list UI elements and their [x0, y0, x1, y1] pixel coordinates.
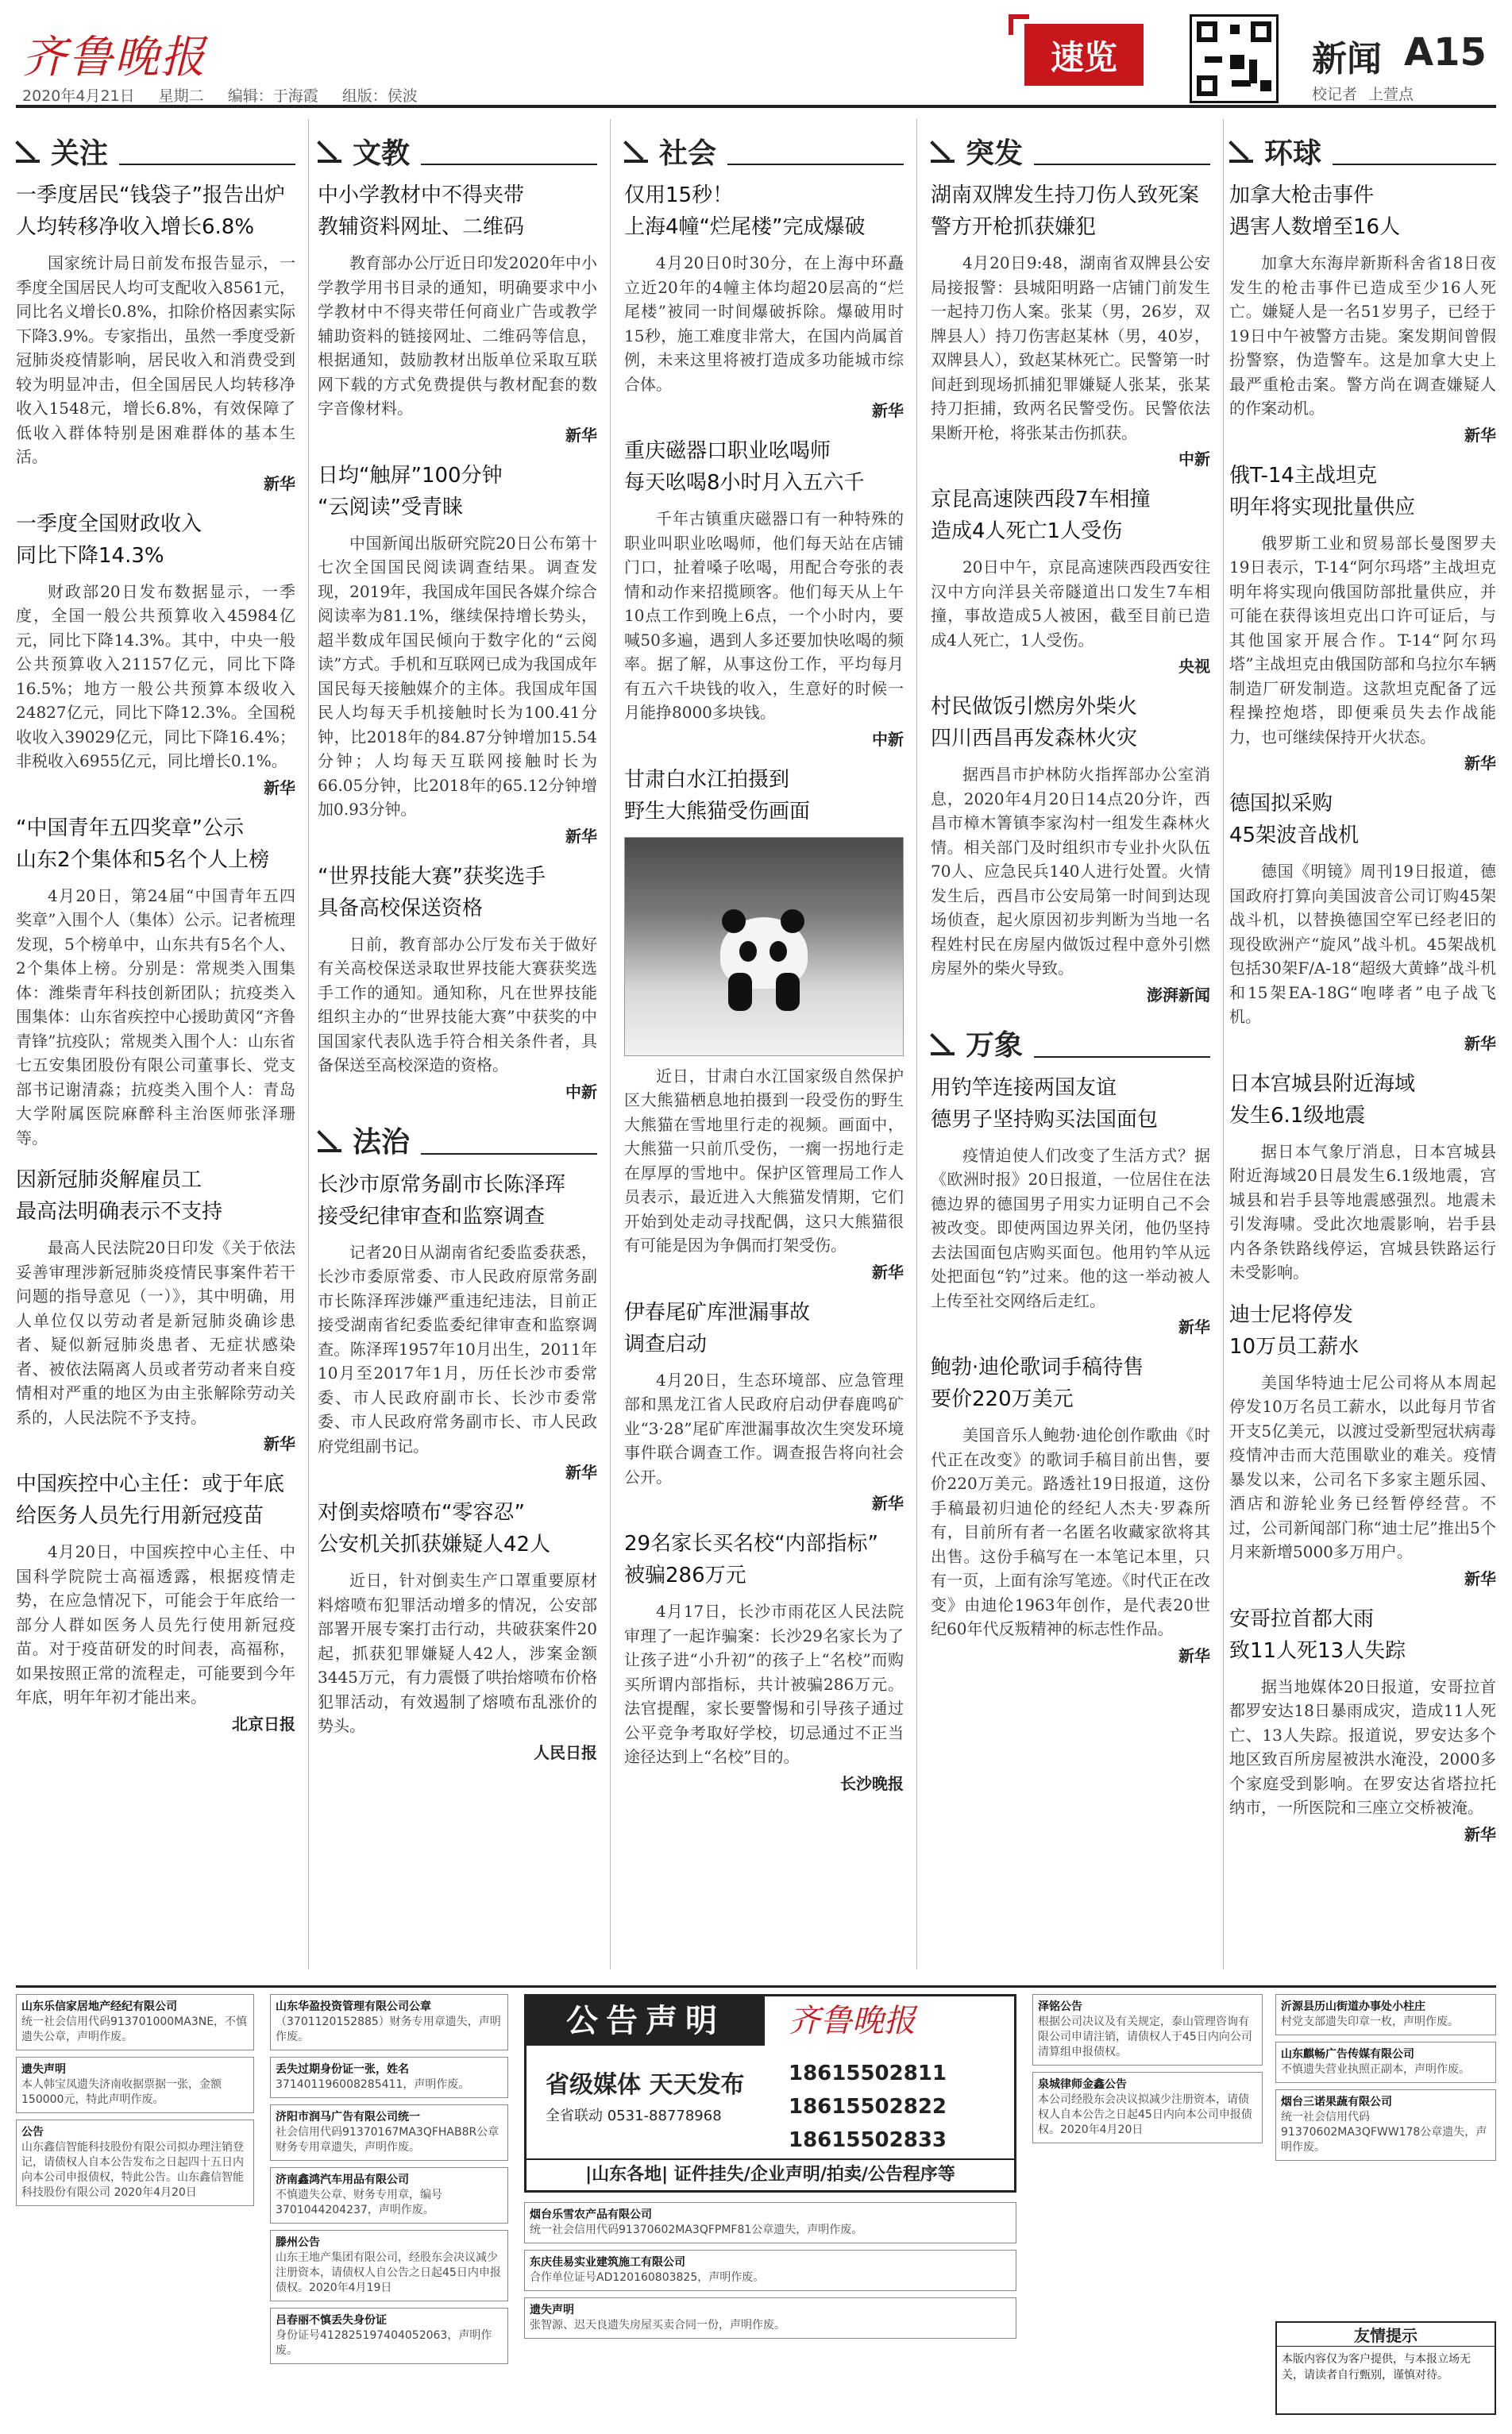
qr-code-icon	[1190, 14, 1279, 103]
article-headline[interactable]: 一季度居民“钱袋子”报告出炉	[16, 183, 285, 207]
section-marker-icon	[318, 1128, 341, 1152]
panda-leg-icon	[728, 973, 752, 1011]
article	[624, 1297, 904, 1514]
article	[1229, 1603, 1496, 1845]
section-rule	[1333, 164, 1496, 165]
article-headline[interactable]: 造成4人死亡1人受伤	[931, 519, 1123, 543]
notice-phones	[789, 2057, 947, 2157]
section-heading	[318, 127, 597, 175]
article	[318, 179, 597, 446]
ad-notice	[270, 2104, 508, 2161]
ad-text: 山东鑫信智能科技股份有限公司拟办理注销登记，请债权人自本公告发布之日起四十五日内向本公司申报债权，特此公告。山东鑫信智能科技股份有限公司 2020年4月20日	[21, 2141, 244, 2199]
article-source: 新华	[264, 473, 295, 493]
ad-notice	[524, 2202, 1016, 2243]
section-name: 新闻	[1312, 39, 1382, 79]
section-marker-icon	[624, 139, 648, 163]
article	[1229, 788, 1496, 1054]
article-headline[interactable]: 加拿大枪击事件	[1229, 183, 1375, 207]
article-headline[interactable]: 日均“触屏”100分钟	[318, 463, 503, 488]
article-headline[interactable]: 人均转移净收入增长6.8%	[16, 215, 255, 239]
article-source: 新华	[872, 401, 904, 420]
phone-number[interactable]: 18615502833	[789, 2128, 947, 2152]
article-body: 4月20日，中国疾控中心主任、中国科学院院士高福透露，根据疫情走势，在应急情况下，可能会于年底给一部分人群如医务人员先行使用新冠疫苗。对于疫苗研发的时间表，高福称，如果按照正常的流程走，可能要到今年年底，明年年初才能出来。	[16, 1542, 295, 1707]
ad-text: 村党支部遗失印章一枚，声明作废。	[1281, 2015, 1459, 2028]
notice-title: 公告声明	[526, 1996, 765, 2046]
ad-title: 山东麒畅广告传媒有限公司	[1281, 2048, 1414, 2061]
article-headline[interactable]: 安哥拉首都大雨	[1229, 1607, 1375, 1631]
article-headline[interactable]: 一季度全国财政收入	[16, 511, 202, 536]
ad-title: 烟台乐雪农产品有限公司	[530, 2208, 652, 2221]
section-title: 环球	[1264, 137, 1322, 170]
section-marker-icon	[318, 139, 341, 163]
article-headline[interactable]: 鲍勃·迪伦歌词手稿待售	[931, 1356, 1144, 1379]
ad-text: 统一社会信用代码91370602MA3QFWW178公章遗失，声明作废。	[1281, 2111, 1487, 2154]
panda-leg-icon	[776, 973, 800, 1011]
article-headline[interactable]: 京昆高速陕西段7车相撞	[931, 488, 1151, 511]
article-body: 记者20日从湖南省纪委监委获悉，长沙市委原常委、市人民政府原常务副市长陈泽珲涉嫌严重违纪违法，目前正接受湖南省纪委监委纪律审查和监察调查。陈泽珲1957年10月出生，2011年10月至2017年1月，历任长沙市委常委、市人民政府副市长、长沙市委常委、市人民政府常务副市长、市人民政府党组副书记。	[318, 1242, 597, 1456]
article-body: 4月17日，长沙市雨花区人民法院审理了一起诈骗案：长沙29名家长为了让孩子进“小升初”的孩子上“名校”而购买所谓内部指标，共计被骗286万元。法官提醒，家长要警惕和引导孩子通过公平竞争考取好学校，切忌通过不正当途径达到上“名校”目的。	[624, 1602, 904, 1766]
ad-text: 统一社会信用代码91370602MA3QFPMF81公章遗失，声明作废。	[530, 2224, 863, 2236]
article-body: 千年古镇重庆磁器口有一种特殊的职业叫职业吆喝师，他们每天站在店铺门口，扯着嗓子吆喝，用配合夸张的表情和动作来招揽顾客。他们每天从上午10点工作到晚上6点，一个小时内，要喊50多遍，遇到人多还要加快吆喝的频率。据了解，从事这份工作，平均每月有五六千块钱的收入，生意好的时候一月能挣8000多块钱。	[624, 509, 904, 722]
article-headline[interactable]: 中小学教材中不得夹带	[318, 183, 525, 207]
ad-text: 社会信用代码91370167MA3QFHAB8R公章财务专用章遗失，声明作废。	[276, 2126, 499, 2154]
article-body: 4月20日，生态环境部、应急管理部和黑龙江省人民政府启动伊春鹿鸣矿业“3·28”尾矿库泄漏事故次生突发环境事件联合调查工作。调查报告将向社会公开。	[624, 1370, 904, 1487]
ad-text: 张智源、迟天良遗失房屋买卖合同一份，声明作废。	[530, 2319, 785, 2332]
article-source: 中新	[1178, 449, 1210, 469]
ad-title: 济南鑫鸿汽车用品有限公司	[276, 2174, 409, 2186]
news-column	[624, 119, 904, 1969]
ad-notice	[270, 2308, 508, 2364]
article-source: 新华	[565, 826, 597, 846]
section-heading	[624, 127, 904, 175]
article	[624, 435, 904, 750]
panda-eye-icon	[739, 941, 757, 962]
article	[318, 1497, 597, 1763]
ad-notice	[16, 2057, 254, 2113]
article	[624, 764, 904, 1283]
ad-notice	[16, 2120, 254, 2206]
article-body: 据当地媒体20日报道，安哥拉首都罗安达18日暴雨成灾，造成11人死亡、13人失踪。报道说，罗安达多个地区致百所房屋被洪水淹没，2000多个家庭受到影响。在罗安达省塔拉托纳市，一所医院和三座立交桥被淹。	[1229, 1676, 1496, 1817]
notice-slogan: 省级媒体 天天发布	[546, 2071, 745, 2099]
ad-title: 遗失声明	[21, 2063, 66, 2076]
ad-notice	[524, 2297, 1016, 2339]
article-headline[interactable]: 伊春尾矿库泄漏事故	[624, 1300, 811, 1325]
section-heading	[318, 1117, 597, 1164]
ad-notice	[1275, 1994, 1496, 2035]
article-headline[interactable]: 发生6.1级地震	[1229, 1103, 1366, 1128]
ad-notice	[270, 2230, 508, 2301]
newspaper-logo: 齐鲁晚报	[22, 32, 206, 83]
article	[931, 691, 1210, 1005]
ad-text: 本人韩宝凤遗失济南收据票据一张，金额150000元，特此声明作废。	[21, 2078, 222, 2106]
article-body: 4月20日，第24届“中国青年五四奖章”入围个人（集体）公示。记者梳理发现，5个榜单中，山东共有5名个人、2个集体上榜。分别是：常规类入围集体：潍柴青年科技创新团队；抗疫类入围集体：山东省疾控中心援助黄冈“齐鲁青锋”抗疫队；常规类入围个人：山东省七五安集团股份有限公司董事长、党支部书记谢清淼；抗疫类入围个人：青岛大学附属医院麻醉科主治医师张泽珊等。	[16, 885, 295, 1148]
article-body: 德国《明镜》周刊19日报道，德国政府打算向美国波音公司订购45架战斗机，以替换德国空军已经老旧的现役欧洲产“旋风”战斗机。45架战机包括30架F/A-18“超级大黄蜂”战斗机和15架EA-18G“咆哮者”电子战飞机。	[1229, 862, 1496, 1026]
article-source: 中新	[565, 1082, 597, 1101]
ad-title: 滕州公告	[276, 2236, 320, 2249]
article-source: 人民日报	[534, 1742, 597, 1762]
article	[1229, 1299, 1496, 1589]
ad-notice	[270, 1994, 508, 2050]
article-headline[interactable]: “世界技能大赛”获奖选手	[318, 864, 546, 889]
section-title: 万象	[966, 1029, 1024, 1062]
article	[931, 179, 1210, 469]
article-headline[interactable]: 仅用15秒！	[624, 183, 734, 207]
phone-number[interactable]: 18615502811	[789, 2062, 947, 2085]
section-rule	[421, 1153, 597, 1155]
editor-credit: 编辑：于海霞	[227, 87, 318, 105]
article-headline[interactable]: 给医务人员先行用新冠疫苗	[16, 1504, 264, 1528]
article-headline[interactable]: 致11人死13人失踪	[1229, 1638, 1406, 1663]
classified-ads	[16, 1985, 1496, 2418]
article-body: 俄罗斯工业和贸易部长曼图罗夫19日表示，T-14“阿尔玛塔”主战坦克明年将实现向俄国防部批量供应，并可能在获得该坦克出口许可证后，与其他国家开展合作。T-14“阿尔玛塔”主战坦克由俄国防部和乌拉尔车辆制造厂研发制造。这款坦克配备了远程操控炮塔，即便乘员失去作战能力，也可继续保持开火状态。	[1229, 533, 1496, 746]
article-headline[interactable]: “中国青年五四奖章”公示	[16, 816, 244, 840]
article-body: 国家统计局日前发布报告显示，一季度全国居民人均可支配收入8561元，同比名义增长0.8%，扣除价格因素实际下降3.9%。专家指出，虽然一季度受新冠肺炎疫情影响，居民收入和消费受到较为明显冲击，但全国居民人均转移净收入1548元，增长6.8%，有效保障了低收入群体特别是困难群体的基本生活。	[16, 253, 295, 466]
article-body: 4月20日9:48，湖南省双牌县公安局接报警：县城阳明路一店铺门前发生一起持刀伤人案。张某（男，26岁，双牌县人）持刀伤害赵某林（男，40岁，双牌县人），致赵某林死亡。民警第一时间赶到现场抓捕犯罪嫌疑人张某，张某持刀拒捕，致两名民警受伤。民警依法果断开枪，将张某击伤抓获。	[931, 253, 1210, 442]
article-source: 新华	[565, 1463, 597, 1482]
article-headline[interactable]: 村民做饭引燃房外柴火	[931, 695, 1138, 719]
section-title: 关注	[51, 137, 109, 170]
issue-date: 2020年4月21日	[22, 87, 135, 105]
article	[624, 1528, 904, 1794]
article-headline[interactable]: 甘肃白水江拍摄到	[624, 767, 790, 792]
ad-title: 遗失声明	[530, 2304, 574, 2316]
section-heading	[931, 127, 1210, 175]
section-title: 社会	[659, 137, 717, 170]
masthead	[0, 0, 1512, 111]
section-rule	[727, 164, 904, 165]
article	[16, 1468, 295, 1734]
article-body: 近日，针对倒卖生产口罩重要原材料熔喷布犯罪活动增多的情况，公安部部署开展专案打击行动，共破获案件20起，抓获犯罪嫌疑人42人，涉案金额3445万元，有力震慑了哄抬熔喷布价格犯罪活动，有效遏制了熔喷布乱涨价的势头。	[318, 1571, 597, 1735]
article-headline[interactable]: 警方开枪抓获嫌犯	[931, 215, 1097, 239]
section-title: 突发	[966, 137, 1024, 170]
article	[1229, 1068, 1496, 1285]
friendly-reminder	[1275, 2321, 1496, 2415]
ad-text: （3701120152885）财务专用章遗失，声明作废。	[276, 2015, 501, 2043]
section-heading	[16, 127, 295, 175]
article-headline[interactable]: 长沙市原常务副市长陈泽珲	[318, 1172, 566, 1197]
article-headline[interactable]: 上海4幢“烂尾楼”完成爆破	[624, 215, 866, 239]
ad-text: 山东王地产集团有限公司，经股东会决议减少注册资本，请债权人自公告之日起45日内申报债权。2020年4月19日	[276, 2251, 501, 2294]
article-source: 新华	[872, 1494, 904, 1513]
article	[931, 1352, 1210, 1666]
article-source: 新华	[264, 777, 295, 797]
ad-notice	[1032, 1994, 1263, 2066]
ad-text: 身份证号412825197404052063，声明作废。	[276, 2329, 492, 2357]
section-marker-icon	[931, 1032, 955, 1055]
article-headline[interactable]: 重庆磁器口职业吆喝师	[624, 439, 831, 463]
section-heading	[1229, 127, 1496, 175]
notice-band	[526, 1996, 1014, 2046]
section-heading	[931, 1020, 1210, 1067]
ad-text: 不慎遗失公章、财务专用章，编号3701044204237，声明作废。	[276, 2189, 442, 2216]
article-headline[interactable]: “云阅读”受青睐	[318, 495, 463, 519]
article-body: 财政部20日发布数据显示，一季度，全国一般公共预算收入45984亿元，同比下降14.3%。其中，中央一般公共预算收入21157亿元，同比下降16.5%；地方一般公共预算本级收入24827亿元，同比下降12.3%。全国税收收入39029亿元，同比下降16.4%；非税收入6955亿元，同比增长0.1%。	[16, 581, 295, 770]
ad-text: 根据公司决议及有关规定，泰山管理咨询有限公司申请注销，请债权人于45日内向公司清算组申报债权。	[1038, 2015, 1252, 2058]
section-rule	[119, 164, 295, 165]
section-marker-icon	[16, 139, 40, 163]
article-source: 新华	[1464, 1824, 1496, 1844]
article-source: 北京日报	[232, 1714, 295, 1734]
article-headline[interactable]: 调查启动	[624, 1332, 708, 1356]
dateline	[22, 84, 437, 106]
ad-title: 山东华盈投资管理有限公司公章	[276, 2000, 431, 2013]
notice-logo: 齐鲁晚报	[789, 2003, 916, 2039]
article-body: 近日，甘肃白水江国家级自然保护区大熊猫栖息地拍摄到一段受伤的野生大熊猫在雪地里行走的视频。画面中，大熊猫一只前爪受伤，一瘸一拐地行走在厚厚的雪地中。保护区管理局工作人员表示，最近进入大熊猫发情期，它们开始到处走动寻找配偶，这只大熊猫很有可能是因为争偶而打架受伤。	[624, 1066, 904, 1255]
ad-notice	[524, 2250, 1016, 2291]
notice-board	[524, 1994, 1016, 2193]
ad-notice	[16, 1994, 254, 2050]
ad-notice	[270, 2167, 508, 2224]
article-body: 加拿大东海岸新斯科舍省18日夜发生的枪击事件已造成至少16人死亡。嫌疑人是一名51岁男子，已经于19日中午被警方击毙。案发期间曾假扮警察，伪造警车。这是加拿大史上最严重枪击案。警方尚在调查嫌疑人的作案动机。	[1229, 253, 1496, 418]
article-headline[interactable]: 野生大熊猫受伤画面	[624, 799, 811, 824]
ad-column	[1032, 1994, 1263, 2150]
ad-title: 泽铭公告	[1038, 2000, 1082, 2013]
article-headline[interactable]: 因新冠肺炎解雇员工	[16, 1168, 202, 1192]
article-body: 最高人民法院20日印发《关于依法妥善审理涉新冠肺炎疫情民事案件若干问题的指导意见（一）》，其中明确，用人单位仅以劳动者是新冠肺炎确诊患者、疑似新冠肺炎患者、无症状感染者、被依法隔离人员或者劳动者来自疫情相对严重的地区为由主张解除劳动关系的，人民法院不予支持。	[16, 1238, 295, 1427]
page-number: A15	[1404, 30, 1487, 75]
column-divider	[916, 119, 917, 1969]
article	[931, 1072, 1210, 1338]
article-source: 新华	[1178, 1317, 1210, 1337]
news-column	[931, 119, 1210, 1969]
article-headline[interactable]: 四川西昌再发森林火灾	[931, 727, 1138, 750]
article-headline[interactable]: 对倒卖熔喷布“零容忍”	[318, 1501, 525, 1525]
article-source: 央视	[1178, 657, 1210, 676]
article-headline[interactable]: 最高法明确表示不支持	[16, 1200, 223, 1224]
news-column	[1229, 119, 1496, 1969]
news-column	[16, 119, 295, 1969]
ad-column	[1275, 1994, 1496, 2167]
article-source: 新华	[1464, 754, 1496, 773]
column-divider	[610, 119, 611, 1969]
article	[16, 812, 295, 1151]
article-headline[interactable]: 公安机关抓获嫌疑人42人	[318, 1533, 551, 1556]
article-headline[interactable]: 日本宫城县附近海域	[1229, 1071, 1416, 1096]
article-headline[interactable]: 遇害人数增至16人	[1229, 215, 1401, 239]
article-headline[interactable]: 德国拟采购	[1229, 792, 1333, 816]
notice-footer: |山东各地| 证件挂失/企业声明/拍卖/公告程序等	[526, 2158, 1014, 2190]
article-headline[interactable]: 中国疾控中心主任：或于年底	[16, 1472, 285, 1496]
panda-ear-icon	[722, 909, 746, 933]
ad-title: 丢失过期身份证一张，姓名	[276, 2063, 409, 2076]
article	[1229, 179, 1496, 446]
article-body: 日前，教育部办公厅发布关于做好有关高校保送录取世界技能大赛获奖选手工作的通知。通知称，凡在世界技能组织主办的“世界技能大赛”中获奖的中国国家代表队选手符合相关条件者，具备保送至高校深造的资格。	[318, 934, 597, 1074]
article-source: 中新	[872, 729, 904, 749]
article	[931, 484, 1210, 677]
article	[318, 861, 597, 1102]
article	[16, 1164, 295, 1454]
article	[318, 460, 597, 847]
article-headline[interactable]: 德男子坚持购买法国面包	[931, 1107, 1159, 1132]
article	[318, 1169, 597, 1483]
ad-text: 371401196008285411，声明作废。	[276, 2078, 470, 2091]
section-rule	[421, 164, 597, 165]
article	[1229, 460, 1496, 774]
ad-notice	[1275, 2042, 1496, 2083]
article-source: 新华	[1464, 1033, 1496, 1053]
article-source: 新华	[565, 425, 597, 445]
article-body: 美国华特迪士尼公司将从本周起停发10万名员工薪水，以此每月节省开支5亿美元，以渡过受新型冠状病毒疫情冲击而大范围歇业的难关。疫情暴发以来，公司名下多家主题乐园、酒店和游轮业务已经暂停经营。不过，公司新闻部门称“迪士尼”推出5个月来新增5000多万用户。	[1229, 1372, 1496, 1561]
article-body: 美国音乐人鲍勃·迪伦创作歌曲《时代正在改变》的歌词手稿目前出售，要价220万美元。路透社19日报道，这份手稿最初归迪伦的经纪人杰夫·罗森所有，目前所有者一名匿名收藏家欲将其出售。这份手稿写在一本笔记本里，只有一页，上面有涂写笔迹。《时代正在改变》由迪伦1963年创作，是代表20世纪60年代反叛精神的标志性作品。	[931, 1425, 1210, 1638]
article	[624, 179, 904, 421]
issue-weekday: 星期二	[158, 87, 204, 105]
article-headline[interactable]: 用钓竿连接两国友谊	[931, 1075, 1117, 1100]
ad-title: 沂源县历山街道办事处小柱庄	[1281, 2000, 1425, 2013]
panda-ear-icon	[781, 909, 804, 933]
ad-notice	[1275, 2089, 1496, 2161]
article-source: 新华	[1464, 425, 1496, 445]
article-source: 长沙晚报	[840, 1773, 904, 1793]
ad-column	[524, 2202, 1016, 2345]
ad-text: 统一社会信用代码913701000MA3NE，不慎遗失公章，声明作废。	[21, 2015, 248, 2043]
article-source: 澎湃新闻	[1147, 985, 1210, 1005]
article-headline[interactable]: 俄T-14主战坦克	[1229, 463, 1377, 488]
layout-credit: 组版：侯波	[341, 87, 418, 105]
article-headline[interactable]: 迪士尼将停发	[1229, 1302, 1354, 1327]
article-headline[interactable]: 10万员工薪水	[1229, 1334, 1360, 1359]
proofreader-credit: 校记者 上萱点	[1312, 86, 1414, 103]
ad-title: 泉城律师金鑫公告	[1038, 2078, 1127, 2091]
section-marker-icon	[931, 139, 955, 163]
section-title: 法治	[353, 1126, 411, 1159]
panda-eye-icon	[770, 941, 787, 962]
ad-title: 山东乐信家居地产经纪有限公司	[21, 2000, 177, 2013]
friendly-text: 本版内容仅为客户提供，与本报立场无关，请读者自行甄别，谨慎对待。	[1282, 2353, 1471, 2382]
ad-text: 合作单位证号AD120160803825，声明作废。	[530, 2271, 765, 2284]
article	[16, 508, 295, 798]
article-headline[interactable]: 45架波音战机	[1229, 824, 1360, 847]
section-title: 文教	[353, 137, 411, 170]
article-headline[interactable]: 接受纪律审查和监察调查	[318, 1204, 546, 1229]
section-rule	[1034, 1056, 1210, 1058]
ad-title: 烟台三诺果蔬有限公司	[1281, 2096, 1392, 2108]
ad-title: 吕春丽不慎丢失身份证	[276, 2314, 387, 2327]
section-badge: 速览	[1024, 24, 1144, 86]
article-body: 4月20日0时30分，在上海中环矗立近20年的4幢主体均超20层高的“烂尾楼”被同一时间爆破拆除。爆破用时15秒，施工难度非常大，在国内尚属首例，未来这里将被打造成多功能城市综合体。	[624, 253, 904, 394]
panda-photo	[624, 837, 904, 1056]
section-marker-icon	[1229, 139, 1253, 163]
article-headline[interactable]: 被骗286万元	[624, 1564, 746, 1587]
article	[16, 179, 295, 494]
phone-number[interactable]: 18615502822	[789, 2095, 947, 2119]
column-divider	[308, 119, 309, 1969]
article-headline[interactable]: 每天吆喝8小时月入五六千	[624, 471, 865, 495]
article-body: 据日本气象厅消息，日本宫城县附近海域20日晨发生6.1级地震，宫城县和岩手县等地震感强烈。地震未引发海啸。受此次地震影响，岩手县内各条铁路线停运，宫城县铁路运行未受影响。	[1229, 1141, 1496, 1282]
panda-figure	[720, 917, 808, 989]
article-headline[interactable]: 教辅资料网址、二维码	[318, 215, 525, 239]
article-headline[interactable]: 湖南双牌发生持刀伤人致死案	[931, 183, 1200, 207]
article-headline[interactable]: 具备高校保送资格	[318, 896, 484, 920]
article-body: 教育部办公厅近日印发2020年中小学教学用书目录的通知，明确要求中小学教材中不得夹带任何商业广告或教学辅助资料的链接网址、二维码等信息，根据通知，鼓励教材出版单位采取互联网下载的方式免费提供与教材配套的数字音像材料。	[318, 253, 597, 418]
ad-column	[16, 1994, 254, 2212]
article-headline[interactable]: 同比下降14.3%	[16, 543, 164, 568]
article-source: 新华	[1464, 1568, 1496, 1588]
ad-notice	[270, 2057, 508, 2098]
article-body: 中国新闻出版研究院20日公布第十七次全国国民阅读调查结果。调查发现，2019年，我国成年国民各媒介综合阅读率为81.1%，继续保持增长势头，超半数成年国民倾向于数字化的“云阅读”方式。手机和互联网已成为我国成年国民每天接触媒介的主体。我国成年国民人均每天手机接触时长为100.41分钟，比2018年的84.87分钟增加15.54分钟；人均每天互联网接触时长为66.05分钟，比2018年的65.12分钟增加0.93分钟。	[318, 533, 597, 819]
article-headline[interactable]: 山东2个集体和5名个人上榜	[16, 847, 270, 872]
ad-text: 不慎遗失营业执照正副本，声明作废。	[1281, 2063, 1470, 2076]
column-divider	[1223, 119, 1224, 1969]
friendly-title: 友情提示	[1277, 2323, 1495, 2347]
ad-title: 公告	[21, 2126, 44, 2139]
ad-title: 东庆佳易实业建筑施工有限公司	[530, 2256, 685, 2269]
masthead-rule	[16, 105, 1496, 108]
ad-notice	[1032, 2072, 1263, 2143]
ad-title: 济阳市润马广告有限公司统一	[276, 2111, 420, 2123]
article-body: 疫情迫使人们改变了生活方式？据《欧洲时报》20日报道，一位居住在法德边界的德国男子用实力证明自己不会被改变。即使两国边界关闭，他仍坚持去法国面包店购买面包。他用钓竿从远处把面包“钓”过来。他的这一举动被人上传至社交网络后走红。	[931, 1145, 1210, 1310]
ad-text: 本公司经股东会决议拟减少注册资本，请债权人自本公告之日起45日内向本公司申报债权。2020年4月20日	[1038, 2093, 1252, 2136]
article-source: 新华	[264, 1434, 295, 1453]
article-source: 新华	[1178, 1645, 1210, 1665]
article-headline[interactable]: 29名家长买名校“内部指标”	[624, 1532, 879, 1556]
section-rule	[1034, 164, 1210, 165]
article-headline[interactable]: 要价220万美元	[931, 1387, 1074, 1411]
article-source: 新华	[872, 1262, 904, 1282]
news-column	[318, 119, 597, 1969]
article-body: 据西昌市护林防火指挥部办公室消息，2020年4月20日14点20分许，西昌市樟木箐镇李家沟村一组发生森林火情。相关部门及时组织市专业扑火队伍70人、应急民兵140人进行处置。火情发生后，西昌市公安局第一时间到达现场侦查，起火原因初步判断为当地一名程姓村民在房屋内做饭过程中意外引燃房屋外的柴火导致。	[931, 765, 1210, 978]
article-headline[interactable]: 明年将实现批量供应	[1229, 495, 1416, 519]
article-body: 20日中午，京昆高速陕西段西安往汉中方向洋县关帝隧道出口发生7车相撞，事故造成5人被困，截至目前已造成4人死亡，1人受伤。	[931, 557, 1210, 650]
notice-sub: 全省联动 0531-88778968	[546, 2108, 722, 2124]
ad-column	[270, 1994, 508, 2370]
